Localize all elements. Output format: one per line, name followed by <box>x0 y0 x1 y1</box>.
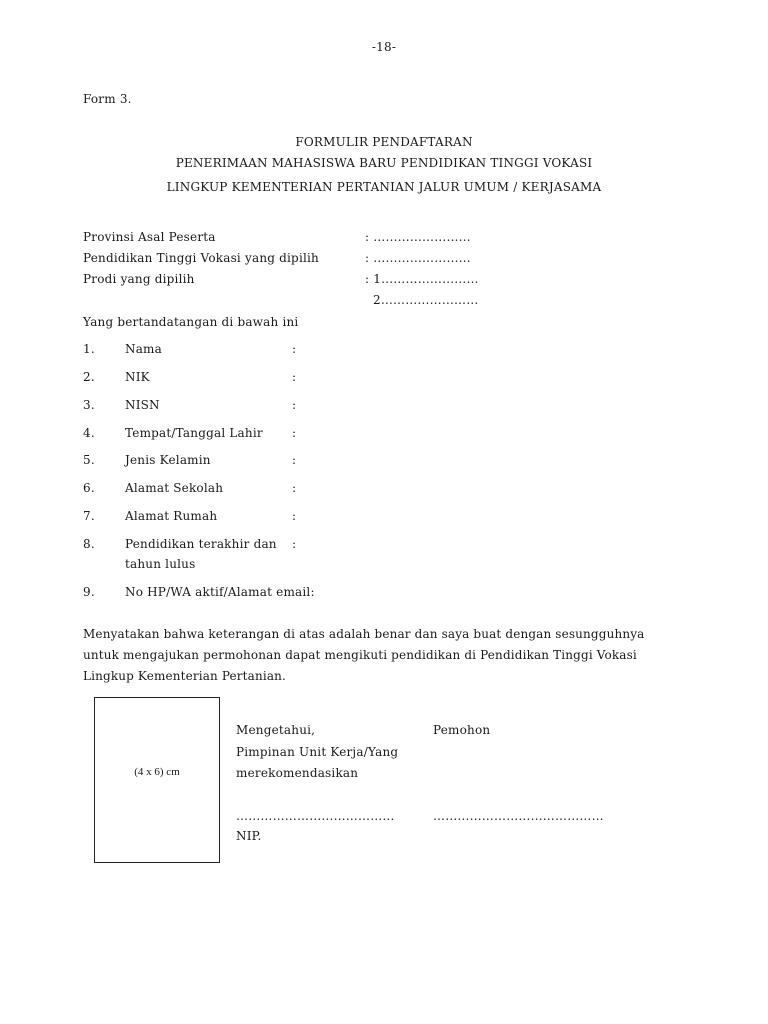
signature-right-heading: Pemohon <box>433 723 491 737</box>
item-number: 5. <box>83 453 95 467</box>
form-label: Form 3. <box>83 92 132 106</box>
item-label-ttl: Tempat/Tanggal Lahir <box>125 426 263 440</box>
item-colon: : <box>292 398 297 412</box>
item-colon: : <box>292 537 297 551</box>
field-value-prodi-2: 2…………………… <box>373 293 479 307</box>
item-number: 9. <box>83 585 95 599</box>
item-label-alamat-sekolah: Alamat Sekolah <box>125 481 224 495</box>
item-label-alamat-rumah: Alamat Rumah <box>125 509 218 523</box>
photo-size-label: (4 x 6) cm <box>134 766 180 778</box>
field-label-prodi: Prodi yang dipilih <box>83 272 195 286</box>
intro-text: Yang bertandatangan di bawah ini <box>83 315 299 329</box>
signature-right-dots: …………………………………… <box>433 809 604 823</box>
item-number: 8. <box>83 537 95 551</box>
field-value-prodi-1: : 1…………………… <box>365 272 479 286</box>
item-label-nisn: NISN <box>125 398 160 412</box>
form-title-line3: LINGKUP KEMENTERIAN PERTANIAN JALUR UMUM / KERJASAMA <box>166 180 602 194</box>
field-value-pt-vokasi: : …………………… <box>365 251 471 265</box>
page-number: -18- <box>371 40 397 54</box>
item-number: 2. <box>83 370 95 384</box>
item-label-pendidikan: Pendidikan terakhir dan <box>125 537 277 551</box>
form-title-line1: FORMULIR PENDAFTARAN <box>295 135 473 149</box>
form-title-line2: PENERIMAAN MAHASISWA BARU PENDIDIKAN TINGGI VOKASI <box>175 156 593 170</box>
field-label-provinsi: Provinsi Asal Peserta <box>83 230 216 244</box>
item-number: 6. <box>83 481 95 495</box>
item-label-nik: NIK <box>125 370 150 384</box>
item-number: 1. <box>83 342 95 356</box>
item-label-kontak: No HP/WA aktif/Alamat email: <box>125 585 315 599</box>
item-colon: : <box>292 453 297 467</box>
field-label-pt-vokasi: Pendidikan Tinggi Vokasi yang dipilih <box>83 251 319 265</box>
photo-placeholder-box <box>94 697 220 863</box>
item-label-nama: Nama <box>125 342 162 356</box>
item-colon: : <box>292 342 297 356</box>
item-number: 4. <box>83 426 95 440</box>
item-colon: : <box>292 370 297 384</box>
field-value-provinsi: : …………………… <box>365 230 471 244</box>
signature-nip: NIP. <box>236 829 262 843</box>
statement-paragraph: Menyatakan bahwa keterangan di atas adalah benar dan saya buat dengan sesungguhnya untuk mengajukan permohonan dapat mengikuti pendidikan di Pendidikan Tinggi Vokasi Lingkup Kementerian Pertanian. <box>83 627 645 683</box>
signature-left-heading: Mengetahui, <box>236 723 316 737</box>
signature-left-dots: ………………………………… <box>236 809 395 823</box>
item-label-pendidikan-line2: tahun lulus <box>125 557 196 571</box>
signature-left-line2: Pimpinan Unit Kerja/Yang <box>236 745 399 759</box>
item-colon: : <box>292 509 297 523</box>
signature-left-line3: merekomendasikan <box>236 766 359 780</box>
item-number: 7. <box>83 509 95 523</box>
item-label-jenis-kelamin: Jenis Kelamin <box>125 453 211 467</box>
item-colon: : <box>292 426 297 440</box>
item-number: 3. <box>83 398 95 412</box>
item-colon: : <box>292 481 297 495</box>
